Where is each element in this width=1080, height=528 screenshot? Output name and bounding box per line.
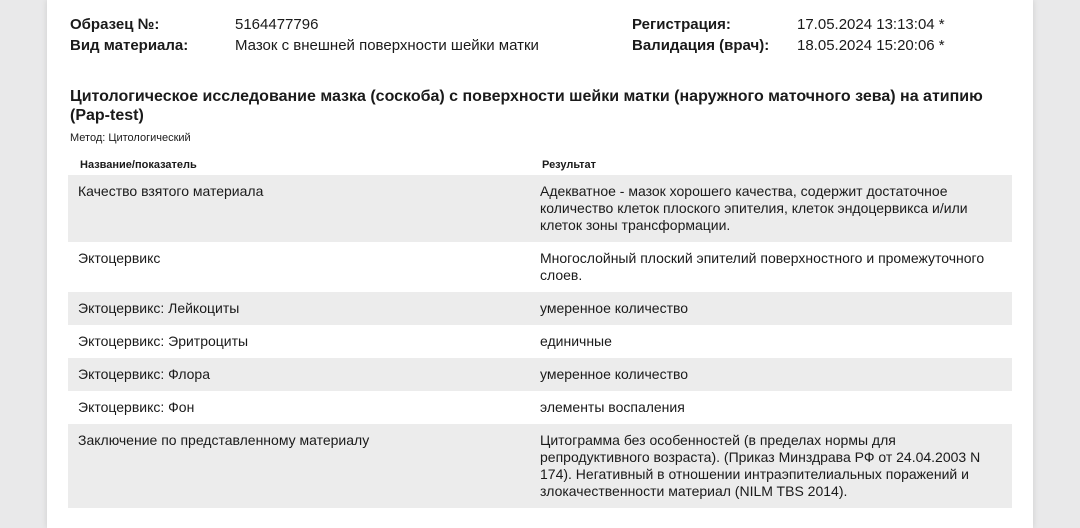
row-name: Эктоцервикс: Эритроциты (78, 333, 249, 349)
row-result: элементы воспаления (540, 399, 685, 415)
registration-label: Регистрация: (632, 16, 731, 33)
row-result: Цитограмма без особенностей (в пределах нормы для репродуктивного возраста). (Приказ Минздрава РФ от 24.04.2003 N 174). Негативный в отношении интраэпителиальных поражений и злокачественности материал (NILM TBS 2014). (530, 424, 1012, 508)
table-row (68, 292, 1012, 325)
sample-number-label: Образец №: (70, 16, 160, 33)
registration-value: 17.05.2024 13:13:04 * (797, 16, 945, 33)
column-header-result: Результат (542, 159, 597, 171)
row-name: Заключение по представленному материалу (68, 424, 530, 508)
row-name: Эктоцервикс: Флора (68, 358, 530, 391)
material-type-value: Мазок с внешней поверхности шейки матки (235, 37, 539, 54)
report-page (47, 0, 1033, 528)
row-result: умеренное количество (530, 292, 1012, 325)
test-title: Цитологическое исследование мазка (соскоба) с поверхности шейки матки (наружного маточного зева) на атипию (Pap-test) (70, 88, 983, 124)
results-table (68, 175, 1012, 508)
validation-label: Валидация (врач): (632, 37, 770, 54)
row-result: единичные (540, 333, 612, 349)
row-name: Эктоцервикс: Лейкоциты (68, 292, 530, 325)
row-name: Эктоцервикс: Фон (78, 399, 195, 415)
validation-value: 18.05.2024 15:20:06 * (797, 37, 945, 54)
table-row (68, 175, 1012, 242)
table-row (68, 391, 1012, 424)
column-header-name: Название/показатель (80, 159, 197, 171)
test-method: Метод: Цитологический (70, 132, 191, 144)
row-result: Многослойный плоский эпителий поверхностного и промежуточного слоев. (540, 250, 985, 283)
table-row (68, 242, 1012, 292)
row-result: Адекватное - мазок хорошего качества, содержит достаточное количество клеток плоского эпителия, клеток эндоцервикса и/или клеток зоны трансформации. (530, 175, 1012, 242)
material-type-label: Вид материала: (70, 37, 189, 54)
table-row (68, 325, 1012, 358)
row-name: Качество взятого материала (68, 175, 530, 242)
table-row (68, 424, 1012, 508)
row-result: умеренное количество (530, 358, 1012, 391)
table-row (68, 358, 1012, 391)
sample-number-value: 5164477796 (235, 16, 319, 33)
row-name: Эктоцервикс (78, 250, 161, 266)
